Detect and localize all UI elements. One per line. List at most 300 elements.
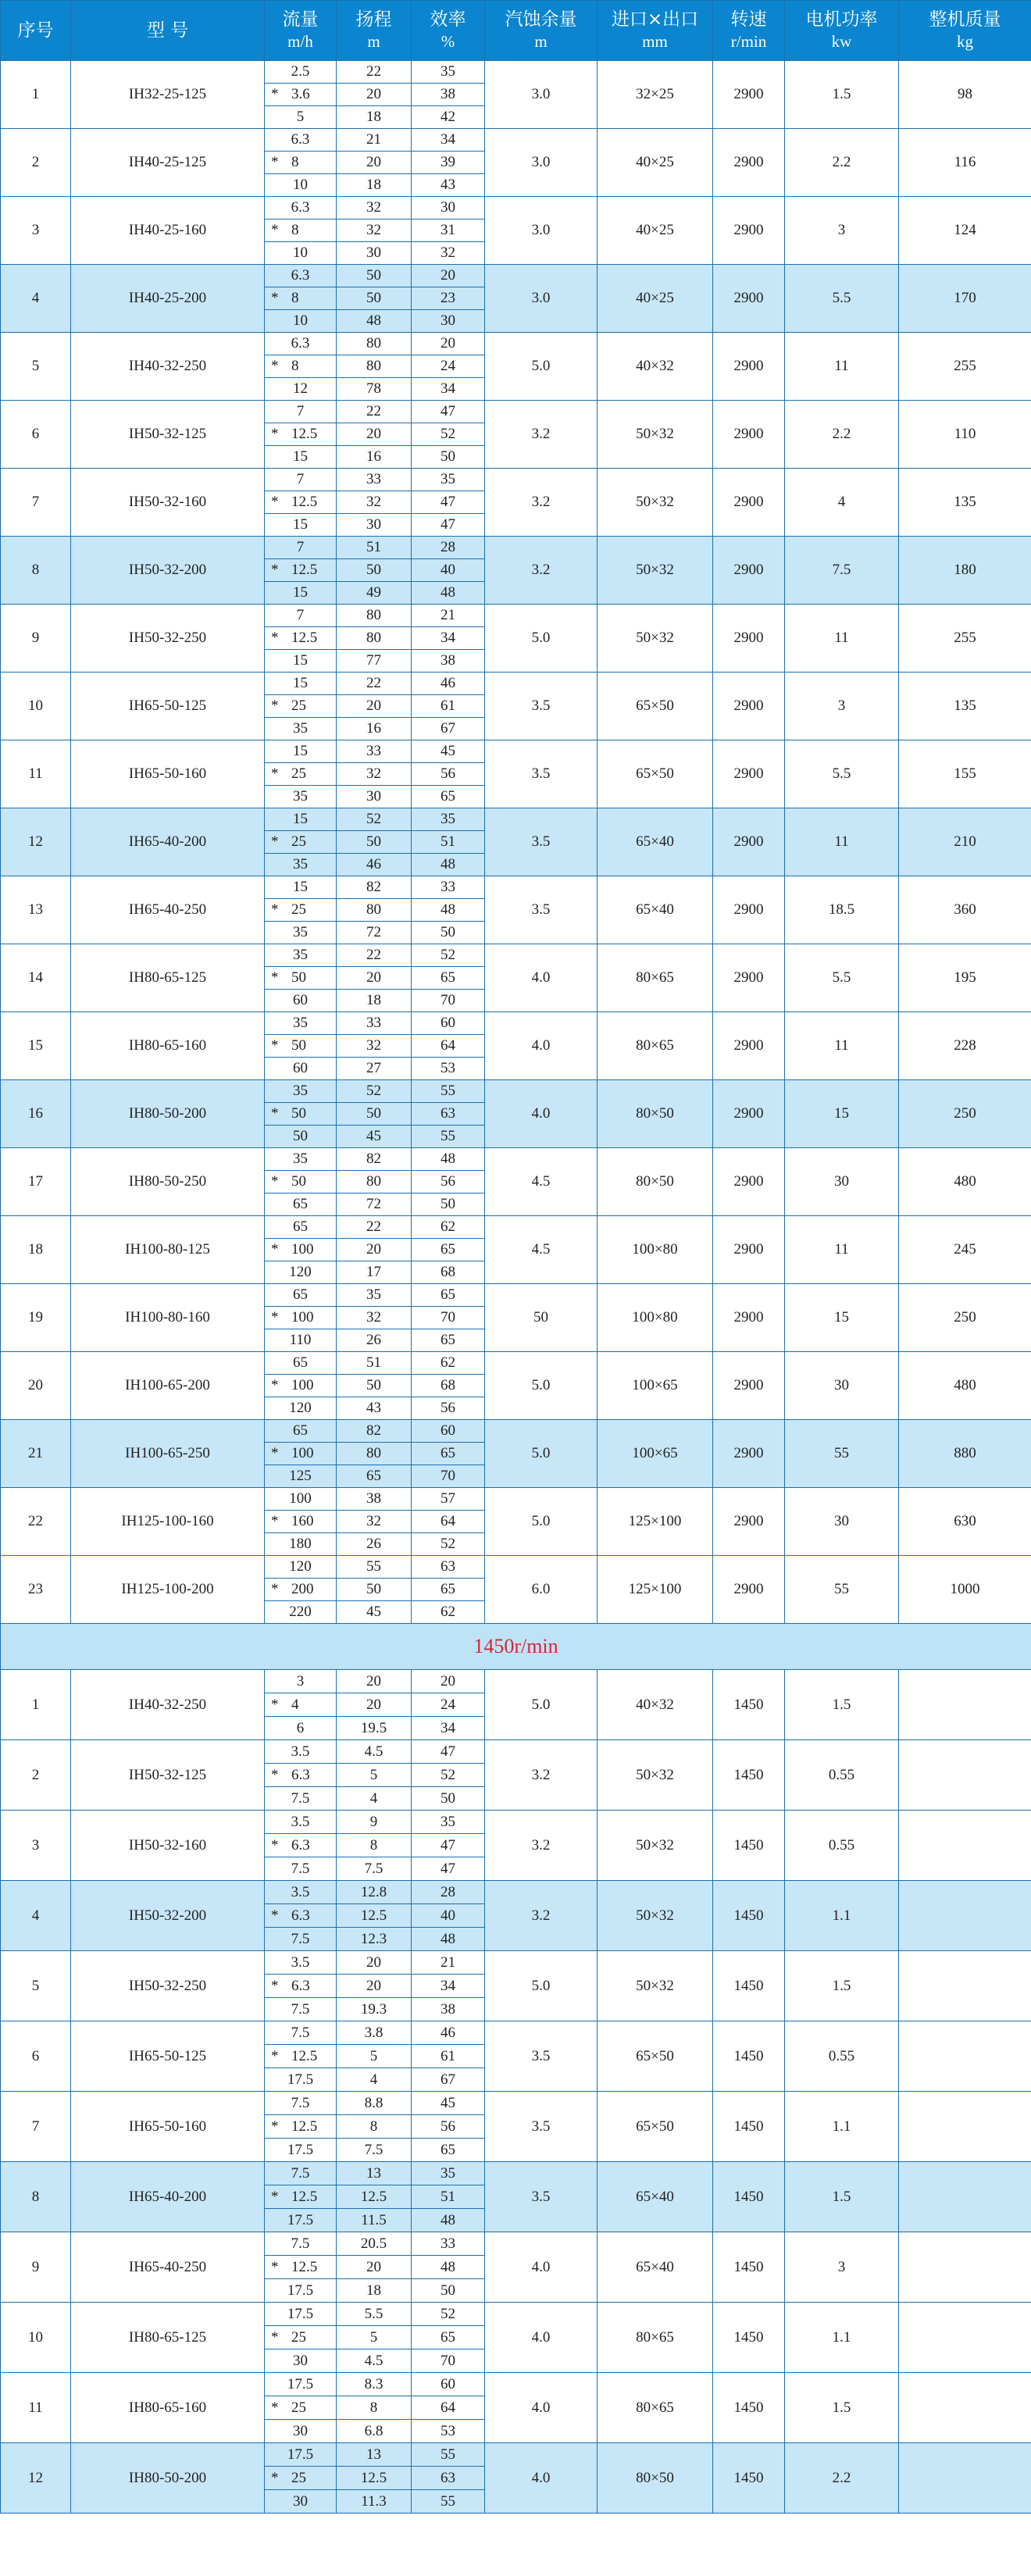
rated-point-marker: * <box>271 2469 279 2486</box>
cell-flow: 15 <box>265 808 337 831</box>
cell-no: 8 <box>1 2162 71 2232</box>
cell-efficiency: 65 <box>412 967 485 990</box>
cell-speed: 2900 <box>713 401 785 469</box>
cell-head: 6.8 <box>337 2420 412 2443</box>
cell-efficiency: 62 <box>412 1216 485 1239</box>
cell-flow <box>265 491 337 514</box>
flow-value: 25 <box>291 901 306 918</box>
cell-efficiency: 50 <box>412 2279 485 2303</box>
cell-inlet-outlet: 80×65 <box>598 944 713 1012</box>
cell-flow: 65 <box>265 1420 337 1443</box>
rated-point-marker: * <box>271 222 279 238</box>
cell-no: 6 <box>1 2021 71 2092</box>
cell-inlet-outlet: 65×40 <box>598 2232 713 2303</box>
cell-npsh: 3.2 <box>485 537 598 605</box>
cell-no: 3 <box>1 197 71 265</box>
cell-efficiency: 40 <box>412 559 485 582</box>
cell-npsh: 4.0 <box>485 2373 598 2443</box>
cell-no: 18 <box>1 1216 71 1284</box>
cell-efficiency: 56 <box>412 2115 485 2139</box>
cell-flow: 7.5 <box>265 2021 337 2045</box>
cell-inlet-outlet: 40×25 <box>598 197 713 265</box>
cell-npsh: 3.5 <box>485 2021 598 2092</box>
cell-no: 16 <box>1 1080 71 1148</box>
cell-npsh: 5.0 <box>485 1420 598 1488</box>
cell-efficiency: 45 <box>412 2092 485 2115</box>
rated-point-marker: * <box>271 1766 279 1783</box>
table-row <box>1 876 1031 899</box>
cell-head: 4 <box>337 2068 412 2092</box>
cell-efficiency: 64 <box>412 1511 485 1533</box>
cell-no: 12 <box>1 2443 71 2514</box>
cell-inlet-outlet: 80×65 <box>598 2373 713 2443</box>
cell-head: 12.8 <box>337 1881 412 1904</box>
cell-motor-power: 1.5 <box>785 2162 899 2232</box>
cell-flow <box>265 1171 337 1193</box>
cell-npsh: 3.0 <box>485 197 598 265</box>
cell-efficiency: 35 <box>412 1811 485 1834</box>
cell-efficiency: 31 <box>412 219 485 242</box>
cell-flow <box>265 1375 337 1397</box>
cell-flow <box>265 559 337 582</box>
flow-value: 25 <box>291 765 306 782</box>
cell-efficiency: 34 <box>412 1975 485 1998</box>
cell-speed: 2900 <box>713 1216 785 1284</box>
cell-motor-power: 0.55 <box>785 1811 899 1881</box>
cell-head: 46 <box>337 854 412 876</box>
cell-flow: 35 <box>265 1080 337 1103</box>
cell-motor-power: 5.5 <box>785 265 899 333</box>
cell-model: IH65-50-125 <box>71 2021 265 2092</box>
rated-point-marker: * <box>271 426 279 442</box>
cell-no: 8 <box>1 537 71 605</box>
rated-point-marker: * <box>271 1977 279 1994</box>
cell-efficiency: 56 <box>412 763 485 786</box>
table-row <box>1 197 1031 219</box>
cell-model: IH50-32-125 <box>71 1740 265 1811</box>
cell-flow <box>265 1693 337 1717</box>
cell-npsh: 5.0 <box>485 605 598 673</box>
cell-flow: 15 <box>265 650 337 673</box>
col-header-efficiency: 效率 % <box>412 1 485 61</box>
cell-inlet-outlet: 50×32 <box>598 401 713 469</box>
cell-npsh: 3.0 <box>485 129 598 197</box>
cell-speed: 2900 <box>713 469 785 537</box>
cell-flow: 17.5 <box>265 2303 337 2326</box>
table-row <box>1 1216 1031 1239</box>
cell-efficiency: 42 <box>412 106 485 129</box>
cell-flow: 17.5 <box>265 2139 337 2162</box>
cell-flow: 7.5 <box>265 2162 337 2185</box>
cell-head: 22 <box>337 401 412 423</box>
cell-flow: 7.5 <box>265 1857 337 1881</box>
rated-point-marker: * <box>271 1377 279 1393</box>
rated-point-marker: * <box>271 1907 279 1924</box>
cell-head: 19.3 <box>337 1998 412 2021</box>
cell-head: 72 <box>337 922 412 944</box>
cell-head: 78 <box>337 378 412 401</box>
cell-head: 33 <box>337 740 412 763</box>
cell-head: 12.5 <box>337 2467 412 2490</box>
cell-mass: 116 <box>899 129 1031 197</box>
cell-motor-power: 1.5 <box>785 1670 899 1740</box>
cell-efficiency: 38 <box>412 84 485 106</box>
cell-efficiency: 30 <box>412 310 485 333</box>
cell-speed: 2900 <box>713 537 785 605</box>
flow-value: 50 <box>291 1173 306 1190</box>
cell-no: 5 <box>1 1951 71 2021</box>
cell-flow <box>265 1239 337 1261</box>
cell-model: IH50-32-160 <box>71 469 265 537</box>
cell-model: IH40-25-160 <box>71 197 265 265</box>
cell-head: 32 <box>337 1307 412 1329</box>
cell-efficiency: 60 <box>412 2373 485 2396</box>
cell-model: IH80-50-200 <box>71 2443 265 2514</box>
cell-efficiency: 48 <box>412 582 485 605</box>
cell-npsh: 3.2 <box>485 401 598 469</box>
cell-flow <box>265 2045 337 2068</box>
cell-flow: 30 <box>265 2490 337 2514</box>
cell-efficiency: 70 <box>412 990 485 1012</box>
table-row <box>1 2443 1031 2467</box>
cell-flow <box>265 695 337 718</box>
cell-efficiency: 64 <box>412 2396 485 2420</box>
cell-efficiency: 55 <box>412 2443 485 2467</box>
cell-inlet-outlet: 40×32 <box>598 1670 713 1740</box>
cell-npsh: 5.0 <box>485 1352 598 1420</box>
rated-point-marker: * <box>271 1445 279 1461</box>
cell-mass: 880 <box>899 1420 1031 1488</box>
cell-no: 3 <box>1 1811 71 1881</box>
cell-flow <box>265 152 337 174</box>
rated-point-marker: * <box>271 562 279 578</box>
cell-head: 11.3 <box>337 2490 412 2514</box>
cell-efficiency: 56 <box>412 1171 485 1193</box>
table-row <box>1 605 1031 627</box>
cell-flow <box>265 1443 337 1465</box>
cell-head: 18 <box>337 174 412 197</box>
cell-flow <box>265 1904 337 1928</box>
table-row <box>1 129 1031 152</box>
cell-inlet-outlet: 50×32 <box>598 1881 713 1951</box>
cell-speed: 1450 <box>713 1951 785 2021</box>
cell-speed: 2900 <box>713 333 785 401</box>
cell-flow <box>265 2396 337 2420</box>
cell-npsh: 4.0 <box>485 944 598 1012</box>
cell-npsh: 6.0 <box>485 1556 598 1624</box>
cell-mass: 110 <box>899 401 1031 469</box>
cell-inlet-outlet: 50×32 <box>598 1811 713 1881</box>
cell-head: 80 <box>337 1443 412 1465</box>
cell-no: 2 <box>1 1740 71 1811</box>
cell-model: IH50-32-125 <box>71 401 265 469</box>
cell-no: 7 <box>1 469 71 537</box>
cell-flow <box>265 899 337 922</box>
cell-efficiency: 34 <box>412 378 485 401</box>
cell-mass: 480 <box>899 1352 1031 1420</box>
cell-head: 43 <box>337 1397 412 1420</box>
cell-inlet-outlet: 50×32 <box>598 1740 713 1811</box>
cell-flow: 15 <box>265 876 337 899</box>
col-header-motor-power: 电机功率 kw <box>785 1 899 61</box>
cell-npsh: 50 <box>485 1284 598 1352</box>
rated-point-marker: * <box>271 1037 279 1054</box>
cell-efficiency: 60 <box>412 1420 485 1443</box>
cell-npsh: 3.5 <box>485 876 598 944</box>
table-row <box>1 401 1031 423</box>
cell-efficiency: 20 <box>412 1670 485 1693</box>
cell-no: 5 <box>1 333 71 401</box>
cell-motor-power: 3 <box>785 197 899 265</box>
cell-flow <box>265 219 337 242</box>
table-row <box>1 1556 1031 1579</box>
cell-head: 48 <box>337 310 412 333</box>
cell-model: IH125-100-200 <box>71 1556 265 1624</box>
cell-head: 20 <box>337 1670 412 1693</box>
rated-point-marker: * <box>271 765 279 782</box>
cell-efficiency: 48 <box>412 2256 485 2279</box>
cell-speed: 2900 <box>713 1012 785 1080</box>
cell-no: 4 <box>1 1881 71 1951</box>
cell-speed: 2900 <box>713 197 785 265</box>
cell-mass: 170 <box>899 265 1031 333</box>
cell-speed: 2900 <box>713 944 785 1012</box>
flow-value: 50 <box>291 1105 306 1122</box>
cell-mass <box>899 2443 1031 2514</box>
cell-efficiency: 48 <box>412 2209 485 2232</box>
cell-inlet-outlet: 40×32 <box>598 333 713 401</box>
cell-head: 20 <box>337 695 412 718</box>
cell-model: IH65-40-200 <box>71 808 265 876</box>
table-row <box>1 61 1031 84</box>
cell-head: 8 <box>337 1834 412 1857</box>
cell-efficiency: 50 <box>412 1193 485 1216</box>
cell-motor-power: 1.1 <box>785 2092 899 2162</box>
flow-value: 12.5 <box>291 2188 318 2205</box>
cell-flow: 15 <box>265 446 337 469</box>
cell-no: 2 <box>1 129 71 197</box>
cell-efficiency: 39 <box>412 152 485 174</box>
rated-point-marker: * <box>271 1241 279 1258</box>
cell-mass: 255 <box>899 605 1031 673</box>
cell-motor-power: 55 <box>785 1556 899 1624</box>
cell-no: 23 <box>1 1556 71 1624</box>
cell-flow: 60 <box>265 990 337 1012</box>
cell-motor-power: 1.5 <box>785 1951 899 2021</box>
cell-flow <box>265 1511 337 1533</box>
cell-inlet-outlet: 50×32 <box>598 1951 713 2021</box>
cell-flow: 3.5 <box>265 1951 337 1975</box>
cell-efficiency: 62 <box>412 1352 485 1375</box>
cell-motor-power: 2.2 <box>785 129 899 197</box>
cell-speed: 1450 <box>713 1740 785 1811</box>
cell-head: 50 <box>337 831 412 854</box>
cell-head: 32 <box>337 1511 412 1533</box>
cell-motor-power: 11 <box>785 333 899 401</box>
cell-efficiency: 63 <box>412 1103 485 1126</box>
cell-head: 12.5 <box>337 2185 412 2209</box>
table-row <box>1 1080 1031 1103</box>
cell-head: 52 <box>337 808 412 831</box>
cell-efficiency: 47 <box>412 1834 485 1857</box>
cell-motor-power: 5.5 <box>785 944 899 1012</box>
cell-speed: 2900 <box>713 876 785 944</box>
cell-efficiency: 57 <box>412 1488 485 1511</box>
cell-head: 17 <box>337 1261 412 1284</box>
cell-head: 18 <box>337 990 412 1012</box>
cell-mass <box>899 1670 1031 1740</box>
table-row <box>1 2303 1031 2326</box>
cell-npsh: 5.0 <box>485 1670 598 1740</box>
cell-efficiency: 35 <box>412 808 485 831</box>
cell-head: 49 <box>337 582 412 605</box>
cell-flow <box>265 1764 337 1787</box>
cell-flow: 220 <box>265 1601 337 1624</box>
cell-speed: 1450 <box>713 1811 785 1881</box>
cell-no: 6 <box>1 401 71 469</box>
table-row <box>1 1951 1031 1975</box>
cell-model: IH65-40-250 <box>71 876 265 944</box>
cell-npsh: 4.5 <box>485 1216 598 1284</box>
cell-head: 8 <box>337 2396 412 2420</box>
cell-npsh: 5.0 <box>485 1488 598 1556</box>
cell-head: 12.3 <box>337 1928 412 1951</box>
cell-motor-power: 15 <box>785 1284 899 1352</box>
cell-motor-power: 0.55 <box>785 2021 899 2092</box>
cell-head: 4 <box>337 1787 412 1811</box>
cell-head: 77 <box>337 650 412 673</box>
cell-head: 80 <box>337 605 412 627</box>
rated-point-marker: * <box>271 86 279 102</box>
cell-head: 32 <box>337 219 412 242</box>
flow-value: 12.5 <box>291 2258 318 2275</box>
cell-flow <box>265 1307 337 1329</box>
cell-speed: 2900 <box>713 1352 785 1420</box>
cell-speed: 1450 <box>713 1881 785 1951</box>
cell-inlet-outlet: 65×50 <box>598 2021 713 2092</box>
cell-flow: 15 <box>265 740 337 763</box>
cell-flow: 120 <box>265 1397 337 1420</box>
cell-head: 32 <box>337 763 412 786</box>
flow-value: 25 <box>291 2469 306 2486</box>
cell-head: 26 <box>337 1533 412 1556</box>
rated-point-marker: * <box>271 290 279 306</box>
cell-head: 50 <box>337 265 412 287</box>
cell-mass: 135 <box>899 673 1031 740</box>
col-header-npsh: 汽蚀余量 m <box>485 1 598 61</box>
cell-head: 7.5 <box>337 2139 412 2162</box>
cell-inlet-outlet: 65×50 <box>598 2092 713 2162</box>
cell-head: 22 <box>337 944 412 967</box>
cell-efficiency: 21 <box>412 605 485 627</box>
table-row <box>1 265 1031 287</box>
cell-speed: 2900 <box>713 61 785 129</box>
cell-mass: 360 <box>899 876 1031 944</box>
cell-no: 4 <box>1 265 71 333</box>
cell-flow: 3.5 <box>265 1811 337 1834</box>
cell-flow: 120 <box>265 1556 337 1579</box>
cell-speed: 2900 <box>713 1148 785 1216</box>
cell-flow: 2.5 <box>265 61 337 84</box>
cell-speed: 1450 <box>713 2443 785 2514</box>
flow-value: 8 <box>291 358 299 374</box>
cell-flow <box>265 1035 337 1058</box>
cell-efficiency: 20 <box>412 265 485 287</box>
cell-flow: 65 <box>265 1193 337 1216</box>
cell-head: 82 <box>337 1148 412 1171</box>
cell-flow: 60 <box>265 1058 337 1080</box>
flow-value: 200 <box>291 1581 314 1597</box>
cell-npsh: 3.2 <box>485 1881 598 1951</box>
cell-model: IH80-65-160 <box>71 2373 265 2443</box>
cell-npsh: 4.0 <box>485 1080 598 1148</box>
cell-mass: 1000 <box>899 1556 1031 1624</box>
table-row <box>1 808 1031 831</box>
rated-point-marker: * <box>271 698 279 714</box>
cell-efficiency: 52 <box>412 944 485 967</box>
cell-flow: 10 <box>265 242 337 265</box>
col-header-model: 型 号 <box>71 1 265 61</box>
flow-value: 25 <box>291 833 306 850</box>
cell-speed: 2900 <box>713 1556 785 1624</box>
cell-motor-power: 3 <box>785 2232 899 2303</box>
col-header-inlet-outlet: 进口×出口 mm <box>598 1 713 61</box>
cell-efficiency: 21 <box>412 1951 485 1975</box>
cell-efficiency: 40 <box>412 1904 485 1928</box>
cell-flow: 35 <box>265 786 337 808</box>
cell-mass <box>899 1740 1031 1811</box>
cell-head: 55 <box>337 1556 412 1579</box>
cell-flow <box>265 2185 337 2209</box>
cell-head: 20 <box>337 2256 412 2279</box>
cell-mass: 255 <box>899 333 1031 401</box>
cell-flow: 65 <box>265 1216 337 1239</box>
cell-flow <box>265 2256 337 2279</box>
cell-speed: 2900 <box>713 673 785 740</box>
table-row <box>1 1352 1031 1375</box>
cell-efficiency: 55 <box>412 2490 485 2514</box>
cell-model: IH80-65-125 <box>71 2303 265 2373</box>
table-row <box>1 537 1031 559</box>
cell-motor-power: 3 <box>785 673 899 740</box>
cell-head: 32 <box>337 491 412 514</box>
cell-model: IH80-65-125 <box>71 944 265 1012</box>
cell-flow <box>265 1103 337 1126</box>
cell-npsh: 4.0 <box>485 2303 598 2373</box>
cell-mass: 210 <box>899 808 1031 876</box>
cell-flow: 30 <box>265 2349 337 2373</box>
cell-flow: 15 <box>265 582 337 605</box>
cell-efficiency: 50 <box>412 922 485 944</box>
cell-head: 7.5 <box>337 1857 412 1881</box>
cell-flow: 35 <box>265 944 337 967</box>
cell-head: 18 <box>337 106 412 129</box>
cell-speed: 2900 <box>713 129 785 197</box>
cell-motor-power: 30 <box>785 1488 899 1556</box>
cell-mass <box>899 2162 1031 2232</box>
rated-point-marker: * <box>271 2047 279 2064</box>
cell-head: 22 <box>337 673 412 695</box>
cell-model: IH40-25-125 <box>71 129 265 197</box>
cell-head: 22 <box>337 1216 412 1239</box>
cell-efficiency: 65 <box>412 1239 485 1261</box>
cell-speed: 1450 <box>713 1670 785 1740</box>
cell-head: 50 <box>337 1375 412 1397</box>
cell-flow <box>265 2115 337 2139</box>
cell-npsh: 3.5 <box>485 673 598 740</box>
cell-head: 65 <box>337 1465 412 1488</box>
rated-point-marker: * <box>271 1581 279 1597</box>
